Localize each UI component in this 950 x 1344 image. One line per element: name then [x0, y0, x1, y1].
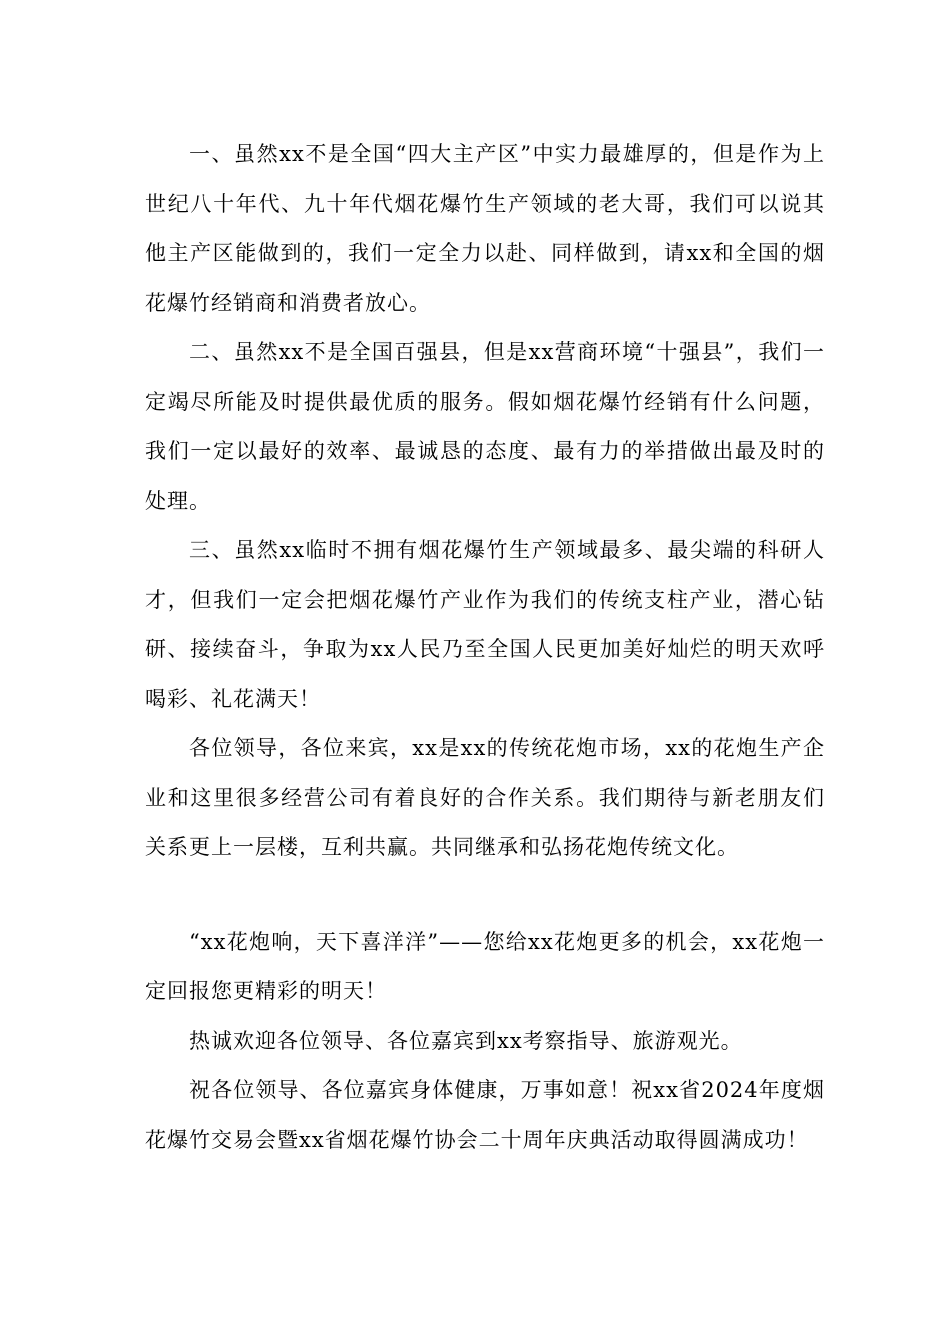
- paragraph-spacer: [145, 873, 825, 918]
- paragraph-point-three: 三、虽然xx临时不拥有烟花爆竹生产领域最多、最尖端的科研人才，但我们一定会把烟花爆竹产业作为我们的传统支柱产业，潜心钻研、接续奋斗，争取为xx人民乃至全国人民更加美好灿烂的明天欢呼喝彩、礼花满天！: [145, 538, 825, 711]
- paragraph-greeting-guests: 各位领导，各位来宾，xx是xx的传统花炮市场，xx的花炮生产企业和这里很多经营公司有着良好的合作关系。我们期待与新老朋友们关系更上一层楼，互利共赢。共同继承和弘扬花炮传统文化。: [145, 736, 825, 859]
- paragraph-closing-wishes: 祝各位领导、各位嘉宾身体健康，万事如意！祝xx省2024年度烟花爆竹交易会暨xx省烟花爆竹协会二十周年庆典活动取得圆满成功！: [145, 1078, 825, 1152]
- paragraph-slogan: “xx花炮响，天下喜洋洋”——您给xx花炮更多的机会，xx花炮一定回报您更精彩的明天！: [145, 929, 825, 1003]
- document-body: [145, 130, 825, 1165]
- paragraph-point-one: 一、虽然xx不是全国“四大主产区”中实力最雄厚的，但是作为上世纪八十年代、九十年代烟花爆竹生产领域的老大哥，我们可以说其他主产区能做到的，我们一定全力以赴、同样做到，请xx和全国的烟花爆竹经销商和消费者放心。: [145, 142, 825, 315]
- paragraph-welcome: 热诚欢迎各位领导、各位嘉宾到xx考察指导、旅游观光。: [189, 1028, 743, 1053]
- paragraph-point-two: 二、虽然xx不是全国百强县，但是xx营商环境“十强县”，我们一定竭尽所能及时提供最优质的服务。假如烟花爆竹经销有什么问题，我们一定以最好的效率、最诚恳的态度、最有力的举措做出最及时的处理。: [145, 340, 825, 513]
